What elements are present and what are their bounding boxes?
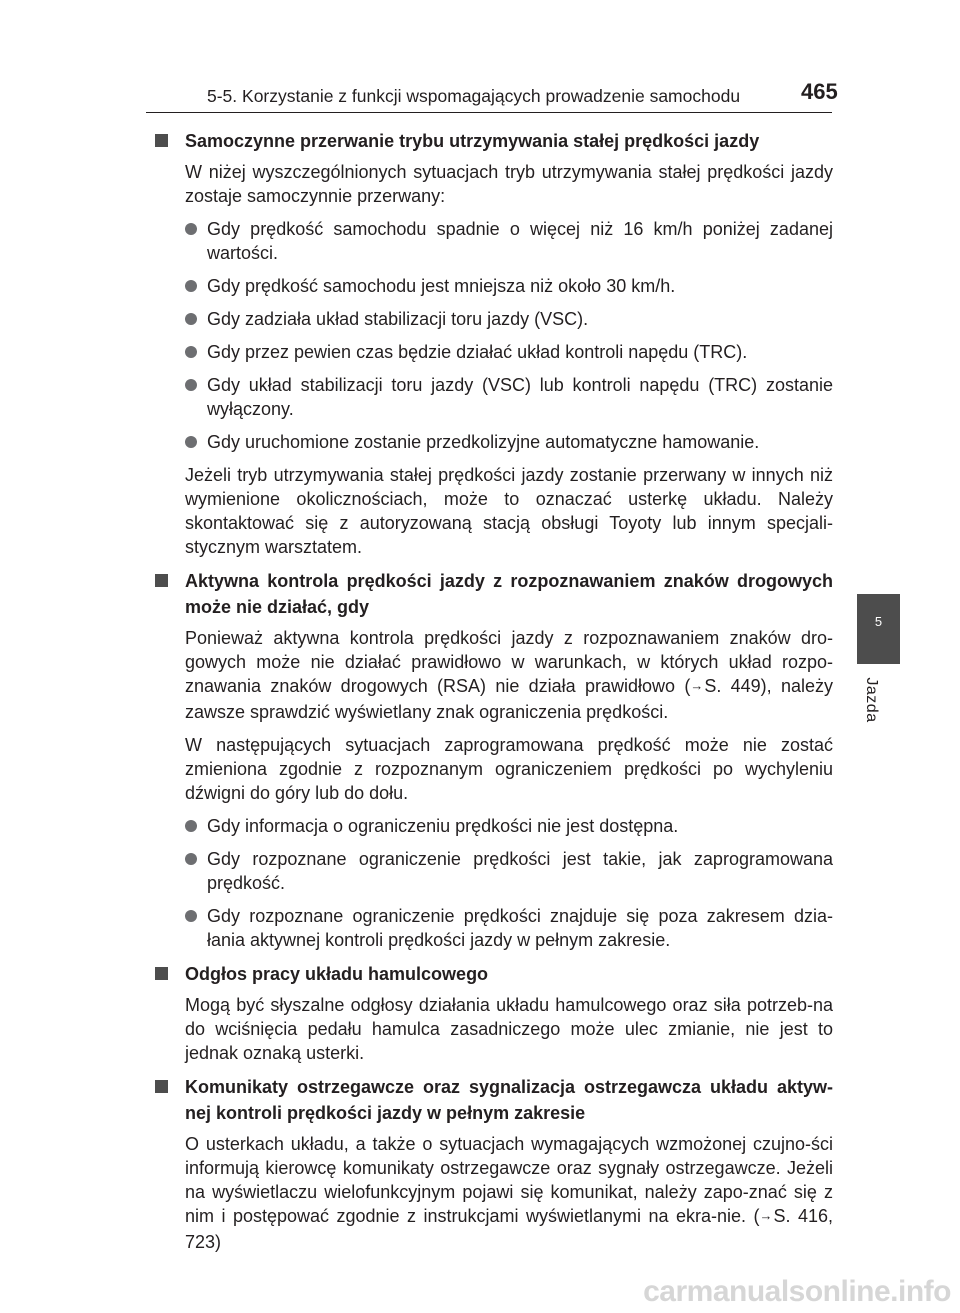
list-item-text: Gdy uruchomione zostanie przedkolizyjne automatyczne hamowanie. [207, 432, 760, 452]
section-heading [149, 128, 833, 154]
page-content [149, 128, 833, 1263]
list-item [185, 430, 833, 454]
list-item [185, 274, 833, 298]
section-auto-cancel [149, 128, 833, 559]
section-warning-messages [149, 1074, 833, 1254]
list-item-text: Gdy zadziała układ stabilizacji toru jazdy (VSC). [207, 309, 589, 329]
list-item [185, 814, 833, 838]
chapter-tab[interactable]: 5 [857, 594, 900, 664]
page-reference-link[interactable]: S. 449), należy zawsze sprawdzić wyświetlany znak ograniczenia prędkości. [185, 676, 833, 722]
section-brake-noise [149, 961, 833, 1065]
round-bullet-icon [185, 853, 197, 865]
round-bullet-icon [185, 820, 197, 832]
paragraph: Jeżeli tryb utrzymywania stałej prędkości jazdy zostanie przerwany w innych niż wymienione okolicznościach, może to oznaczać usterkę układu. Należy skontaktować się z autoryzowaną stacją obsługi Toyoty lub innym specjali-stycznym warsztatem. [185, 465, 833, 557]
paragraph-text: O usterkach układu, a także o sytuacjach wymagających wzmożonej czujno-ści informują kierowcę komunikaty ostrzegawcze oraz sygnały ostrzegawcze. Jeżeli na wyświetlaczu wielofunkcyjnym pojawi się komunikat, należy zapo-znać się z nim i postępować zgodnie z instrukcjami wyświetlanymi na ekra-nie. ( [185, 1134, 833, 1226]
paragraph [185, 626, 833, 724]
round-bullet-icon [185, 280, 197, 292]
list-item [185, 847, 833, 895]
chapter-tab-label: Jazda [863, 677, 880, 723]
list-item-text: Gdy prędkość samochodu spadnie o więcej niż 16 km/h poniżej zadanej wartości. [207, 219, 833, 263]
list-item [185, 373, 833, 421]
paragraph: W niżej wyszczególnionych sytuacjach tryb utrzymywania stałej prędkości jazdy zostaje samoczynnie przerwany: [185, 162, 833, 206]
watermark-logo: carmanualsonline.info [643, 1275, 951, 1308]
section-heading [149, 568, 833, 620]
section-title: Komunikaty ostrzegawcze oraz sygnalizacja ostrzegawcza układu aktyw-nej kontroli prędkości jazdy w pełnym zakresie [185, 1077, 833, 1123]
paragraph: Mogą być słyszalne odgłosy działania układu hamulcowego oraz siła potrzeb-na do wciśnięcia pedału hamulca zasadniczego może ulec zmianie, nie jest to jednak oznaką usterki. [185, 995, 833, 1063]
header-section-title: 5-5. Korzystanie z funkcji wspomagających prowadzenie samochodu [207, 86, 741, 106]
list-item [185, 217, 833, 265]
list-item-text: Gdy informacja o ograniczeniu prędkości nie jest dostępna. [207, 816, 679, 836]
section-title: Odgłos pracy układu hamulcowego [185, 964, 489, 984]
round-bullet-icon [185, 910, 197, 922]
list-item [185, 307, 833, 331]
list-item-text: Gdy przez pewien czas będzie działać układ kontroli napędu (TRC). [207, 342, 748, 362]
bullet-list [185, 814, 833, 952]
round-bullet-icon [185, 313, 197, 325]
paragraph: W następujących sytuacjach zaprogramowana prędkość może nie zostać zmieniona zgodnie z rozpoznanym ograniczeniem prędkości po wychyleniu dźwigni do góry lub do dołu. [185, 735, 833, 803]
section-heading [149, 961, 833, 987]
round-bullet-icon [185, 223, 197, 235]
list-item-text: Gdy rozpoznane ograniczenie prędkości znajduje się poza zakresem dzia-łania aktywnej kontroli prędkości jazdy w pełnym zakresie. [207, 906, 833, 950]
square-bullet-icon [155, 1080, 168, 1093]
square-bullet-icon [155, 134, 168, 147]
paragraph-text: Ponieważ aktywna kontrola prędkości jazdy z rozpoznawaniem znaków dro-gowych może nie działać prawidłowo w warunkach, w których układ rozpo-znawania znaków drogowych (RSA) nie działa prawidłowo ( [185, 628, 833, 696]
list-item-text: Gdy prędkość samochodu jest mniejsza niż około 30 km/h. [207, 276, 676, 296]
arrow-right-icon: → [759, 1208, 773, 1223]
list-item-text: Gdy rozpoznane ograniczenie prędkości jest takie, jak zaprogramowana prędkość. [207, 849, 833, 893]
list-item-text: Gdy układ stabilizacji toru jazdy (VSC) lub kontroli napędu (TRC) zostanie wyłączony. [207, 375, 833, 419]
section-heading [149, 1074, 833, 1126]
list-item [185, 904, 833, 952]
round-bullet-icon [185, 379, 197, 391]
header-divider [146, 112, 832, 113]
paragraph [185, 1132, 833, 1254]
page-reference-link[interactable]: S. 416, 723) [185, 1206, 833, 1252]
square-bullet-icon [155, 574, 168, 587]
page-number: 465 [801, 79, 838, 104]
list-item [185, 340, 833, 364]
arrow-right-icon: → [690, 678, 704, 693]
section-title: Aktywna kontrola prędkości jazdy z rozpoznawaniem znaków drogowych może nie działać, gdy [185, 571, 833, 617]
round-bullet-icon [185, 436, 197, 448]
round-bullet-icon [185, 346, 197, 358]
section-title: Samoczynne przerwanie trybu utrzymywania stałej prędkości jazdy [185, 131, 760, 151]
section-rsa-limitations [149, 568, 833, 952]
square-bullet-icon [155, 967, 168, 980]
bullet-list [185, 217, 833, 454]
